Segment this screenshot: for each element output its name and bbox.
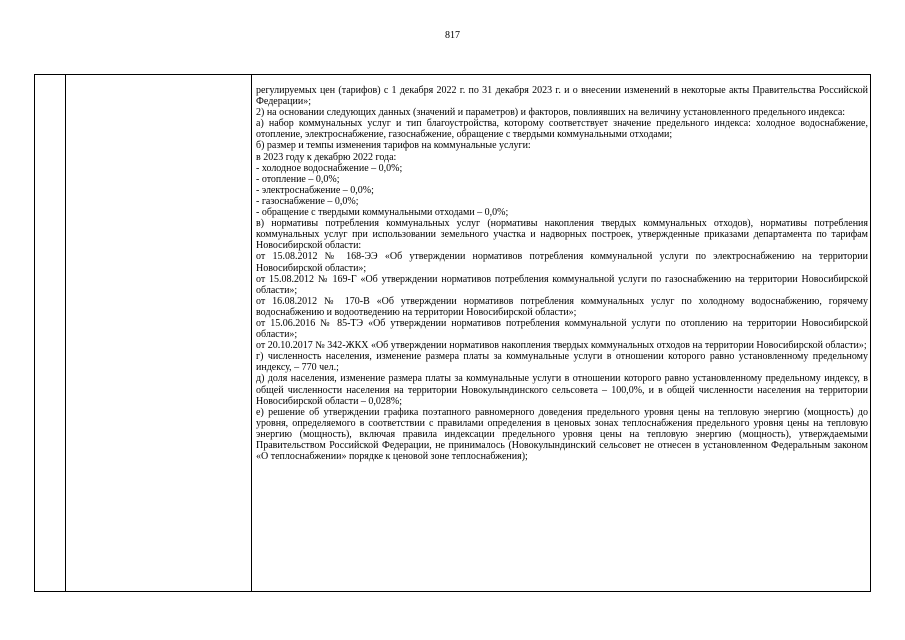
list-item: - отопление – 0,0%; [256,173,340,185]
paragraph: д) доля населения, изменение размера платы за коммунальные услуги в отношении которого равно установленному предельному индексу, в общей численности населения на территории Новокулындинского сельсовета – 100,0%, и в общей численности населения на территории Новосибирской области – 0,028%; [256,373,868,407]
list-item: - холодное водоснабжение – 0,0%; [256,162,403,174]
paragraph: от 20.10.2017 № 342-ЖКХ «Об утверждении нормативов накопления твердых коммунальных отходов на территории Новосибирской области»; [256,340,867,352]
paragraph: а) набор коммунальных услуг и тип благоустройства, которому соответствует значение предельного индекса: холодное водоснабжение, отопление, электроснабжение, газоснабжение, обращение с твердыми коммунальными отходами; [256,118,868,141]
paragraph: от 15.08.2012 № 169-Г «Об утверждении нормативов потребления коммунальной услуги по газоснабжению на территории Новосибирской области»; [256,273,868,296]
paragraph: в 2023 году к декабрю 2022 года: [256,151,397,163]
paragraph: от 16.08.2012 № 170-В «Об утверждении нормативов потребления коммунальных услуг по холодному водоснабжению, горячему водоснабжению и водоотведению на территории Новосибирской области»; [256,295,868,318]
document-text-cell [256,85,868,462]
paragraph: е) решение об утверждении графика поэтапного равномерного доведения предельного уровня цены на тепловую энергию (мощность) до уровня, определяемого в соответствии с правилами определения в ценовых зонах теплоснабжения предельного уровня цены на тепловую энергию (мощность), включая правила индексации предельного уровня цены на тепловую энергию (мощность), утверждаемыми Правительством Российской Федерации, не принималось (Новокулындинский сельсовет не отнесен в установленном Федеральным законом «О теплоснабжении» порядке к ценовой зоне теплоснабжения); [256,406,868,463]
paragraph: 2) на основании следующих данных (значений и параметров) и факторов, повлиявших на величину установленного предельного индекса: [256,107,846,119]
paragraph: от 15.08.2012 № 168-ЭЭ «Об утверждении нормативов потребления коммунальной услуги по электроснабжению на территории Новосибирской области»; [256,251,868,274]
paragraph: б) размер и темпы изменения тарифов на коммунальные услуги: [256,140,531,152]
paragraph: от 15.06.2016 № 85-ТЭ «Об утверждении нормативов потребления коммунальной услуги по отоплению на территории Новосибирской области»; [256,317,868,341]
table-column-divider [65,75,66,591]
document-table [34,74,871,592]
paragraph: регулируемых цен (тарифов) с 1 декабря 2022 г. по 31 декабря 2023 г. и о внесении изменений в некоторые акты Правительства Российской Федерации»; [256,85,868,108]
list-item: - обращение с твердыми коммунальными отходами – 0,0%; [256,207,509,219]
list-item: - газоснабжение – 0,0%; [256,195,359,207]
paragraph: в) нормативы потребления коммунальных услуг (нормативы накопления твердых коммунальных отходов), нормативы потребления коммунальных услуг при использовании земельного участка и надворных построек, утвержденные приказами департамента по тарифам Новосибирской области: [256,218,868,252]
paragraph: г) численность населения, изменение размера платы за коммунальные услуги в отношении которого равно установленному предельному индексу, – 770 чел.; [256,351,868,374]
list-item: - электроснабжение – 0,0%; [256,184,374,196]
table-column-divider [251,75,252,591]
page-number: 817 [445,30,460,41]
